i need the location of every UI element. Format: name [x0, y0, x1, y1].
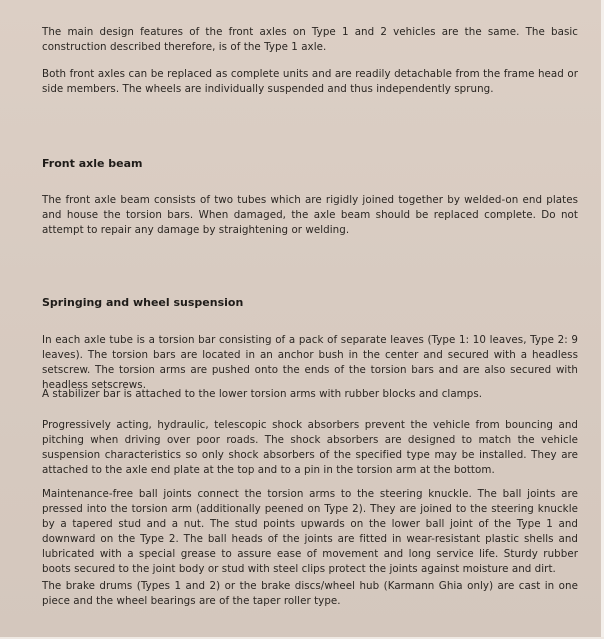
section-heading-springing: Springing and wheel suspension: [42, 296, 244, 309]
springing-paragraph-2: A stabilizer bar is attached to the lower torsion arms with rubber blocks and clamps.: [42, 388, 483, 400]
springing-paragraph-1: In each axle tube is a torsion bar consisting of a pack of separate leaves (Type 1: 10 leaves, Type 2: 9 leaves). The torsion bars are located in an anchor bush in the center and secured with a headless setscrew. The torsion arms are pushed onto the ends of the torsion bars and are also secured with headless setscrews.: [42, 334, 578, 391]
intro-paragraph-1: The main design features of the front axles on Type 1 and 2 vehicles are the same. The basic construction described therefore, is of the Type 1 axle.: [42, 26, 578, 53]
front-axle-beam-paragraph: The front axle beam consists of two tubes which are rigidly joined together by welded-on end plates and house the torsion bars. When damaged, the axle beam should be replaced complete. Do not attempt to repair any damage by straightening or welding.: [42, 194, 578, 236]
springing-paragraph-4: Maintenance-free ball joints connect the torsion arms to the steering knuckle. The ball joints are pressed into the torsion arm (additionally peened on Type 2). They are joined to the steering knuckle by a tapered stud and a nut. The stud points upwards on the lower ball joint of the Type 1 and downward on the Type 2. The ball heads of the joints are fitted in wear-resistant plastic shells and lubricated with a special grease to assure ease of movement and long service life. Sturdy rubber boots secured to the joint body or stud with steel clips protect the joints against moisture and dirt.: [42, 488, 578, 575]
intro-paragraph-2: Both front axles can be replaced as complete units and are readily detachable from the frame head or side members. The wheels are individually suspended and thus independently sprung.: [42, 68, 578, 95]
springing-paragraph-5: The brake drums (Types 1 and 2) or the brake discs/wheel hub (Karmann Ghia only) are cast in one piece and the wheel bearings are of the taper roller type.: [42, 580, 578, 607]
springing-paragraph-3: Progressively acting, hydraulic, telescopic shock absorbers prevent the vehicle from bouncing and pitching when driving over poor roads. The shock absorbers are designed to match the vehicle suspension characteristics so only shock absorbers of the specified type may be installed. They are attached to the axle end plate at the top and to a pin in the torsion arm at the bottom.: [42, 419, 578, 476]
section-heading-front-axle-beam: Front axle beam: [42, 157, 143, 170]
